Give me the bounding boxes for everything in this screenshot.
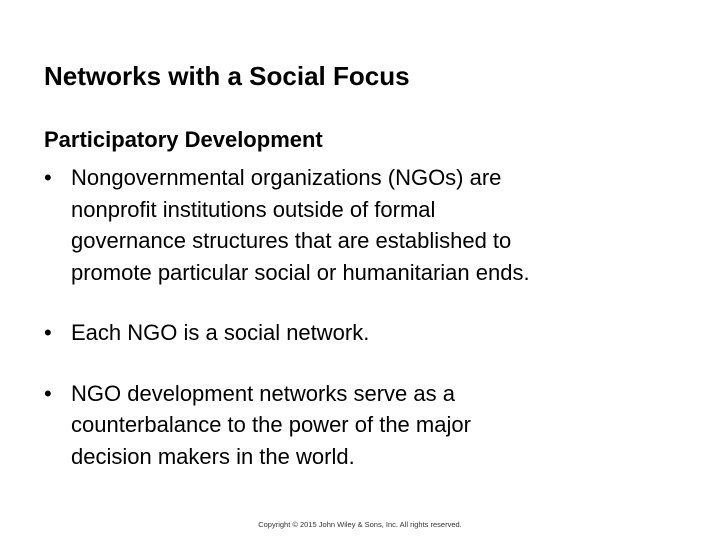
- bullet-item-social-network: [44, 317, 684, 349]
- bullet-text-line: promote particular social or humanitarian ends.: [71, 259, 530, 285]
- bullet-marker: •: [44, 320, 52, 345]
- bullet-text-line: decision makers in the world.: [71, 443, 355, 469]
- bullet-item-ngo-definition: [44, 162, 684, 288]
- bullet-text-line: counterbalance to the power of the major: [71, 412, 471, 437]
- bullet-text-line: governance structures that are established to: [71, 228, 512, 253]
- bullet-marker: •: [44, 165, 52, 190]
- slide-title: Networks with a Social Focus: [44, 61, 410, 91]
- bullet-text-line: Nongovernmental organizations (NGOs) are: [71, 165, 502, 190]
- bullet-text-line: NGO development networks serve as a: [71, 380, 455, 406]
- bullet-text-line: Each NGO is a social network.: [71, 320, 370, 345]
- slide-subtitle: Participatory Development: [44, 127, 323, 152]
- bullet-item-counterbalance: [44, 378, 684, 473]
- copyright-footer: Copyright © 2015 John Wiley & Sons, Inc. All rights reserved.: [258, 520, 462, 529]
- bullet-text-line: nonprofit institutions outside of formal: [71, 196, 436, 222]
- bullet-list: [44, 162, 684, 472]
- bullet-marker: •: [44, 380, 52, 406]
